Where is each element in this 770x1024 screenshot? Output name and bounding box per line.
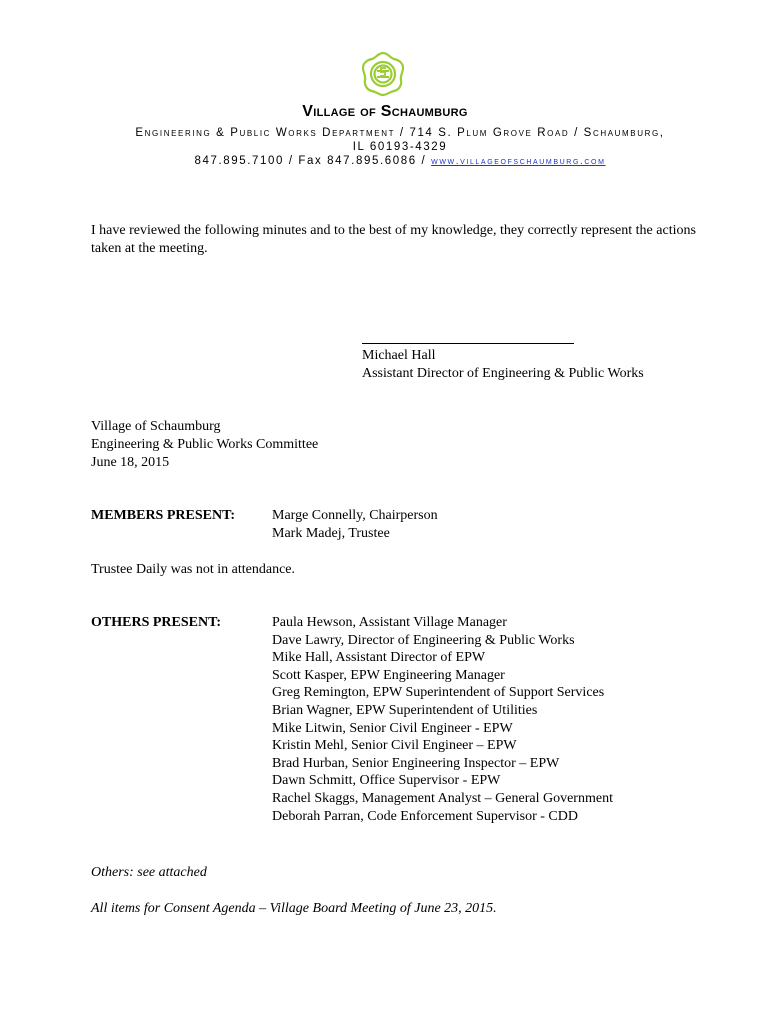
- signer-title: Assistant Director of Engineering & Public Works: [362, 366, 644, 381]
- list-item: Marge Connelly, Chairperson: [272, 508, 438, 523]
- list-item: Deborah Parran, Code Enforcement Supervisor - CDD: [272, 808, 578, 824]
- list-item: Mike Litwin, Senior Civil Engineer - EPW: [272, 720, 513, 736]
- list-item: Brian Wagner, EPW Superintendent of Utilities: [272, 702, 538, 718]
- meeting-committee: Engineering & Public Works Committee: [91, 437, 319, 452]
- list-item: Rachel Skaggs, Management Analyst – General Government: [272, 790, 613, 806]
- list-item: Scott Kasper, EPW Engineering Manager: [272, 667, 505, 683]
- meeting-date: June 18, 2015: [91, 455, 170, 470]
- list-item: Brad Hurban, Senior Engineering Inspector – EPW: [272, 755, 560, 771]
- list-item: Dawn Schmitt, Office Supervisor - EPW: [272, 773, 501, 789]
- absence-note: Trustee Daily was not in attendance.: [91, 562, 295, 577]
- signature-line: [362, 343, 574, 344]
- list-item: Paula Hewson, Assistant Village Manager: [272, 615, 507, 630]
- meeting-org: Village of Schaumburg: [91, 419, 221, 434]
- address-line-2: IL 60193-4329: [352, 141, 448, 153]
- contact-line: [90, 154, 710, 169]
- others-present-label: OTHERS PRESENT:: [91, 615, 222, 630]
- address-line-1: Engineering & Public Works Department / 714 S. Plum Grove Road / Schaumburg,: [135, 127, 665, 139]
- list-item: Mike Hall, Assistant Director of EPW: [272, 650, 486, 666]
- consent-agenda-note: All items for Consent Agenda – Village Board Meeting of June 23, 2015.: [91, 901, 497, 916]
- signer-name: Michael Hall: [362, 348, 436, 363]
- list-item: Greg Remington, EPW Superintendent of Support Services: [272, 685, 605, 701]
- phone-fax: 847.895.7100 / Fax 847.895.6086 /: [194, 155, 432, 167]
- others-attached-note: Others: see attached: [91, 865, 207, 880]
- list-item: Dave Lawry, Director of Engineering & Public Works: [272, 632, 575, 648]
- others-present-list: [272, 614, 613, 825]
- website-link[interactable]: www.villageofschaumburg.com: [431, 156, 606, 167]
- list-item: Kristin Mehl, Senior Civil Engineer – EPW: [272, 738, 517, 754]
- organization-name: Village of Schaumburg: [302, 103, 468, 120]
- list-item: Mark Madej, Trustee: [272, 525, 390, 541]
- members-present-label: MEMBERS PRESENT:: [91, 508, 236, 523]
- members-present-list: [272, 507, 438, 542]
- intro-paragraph: I have reviewed the following minutes and to the best of my knowledge, they correctly represent the actions taken at the meeting.: [91, 223, 696, 256]
- village-seal-icon: [359, 50, 407, 98]
